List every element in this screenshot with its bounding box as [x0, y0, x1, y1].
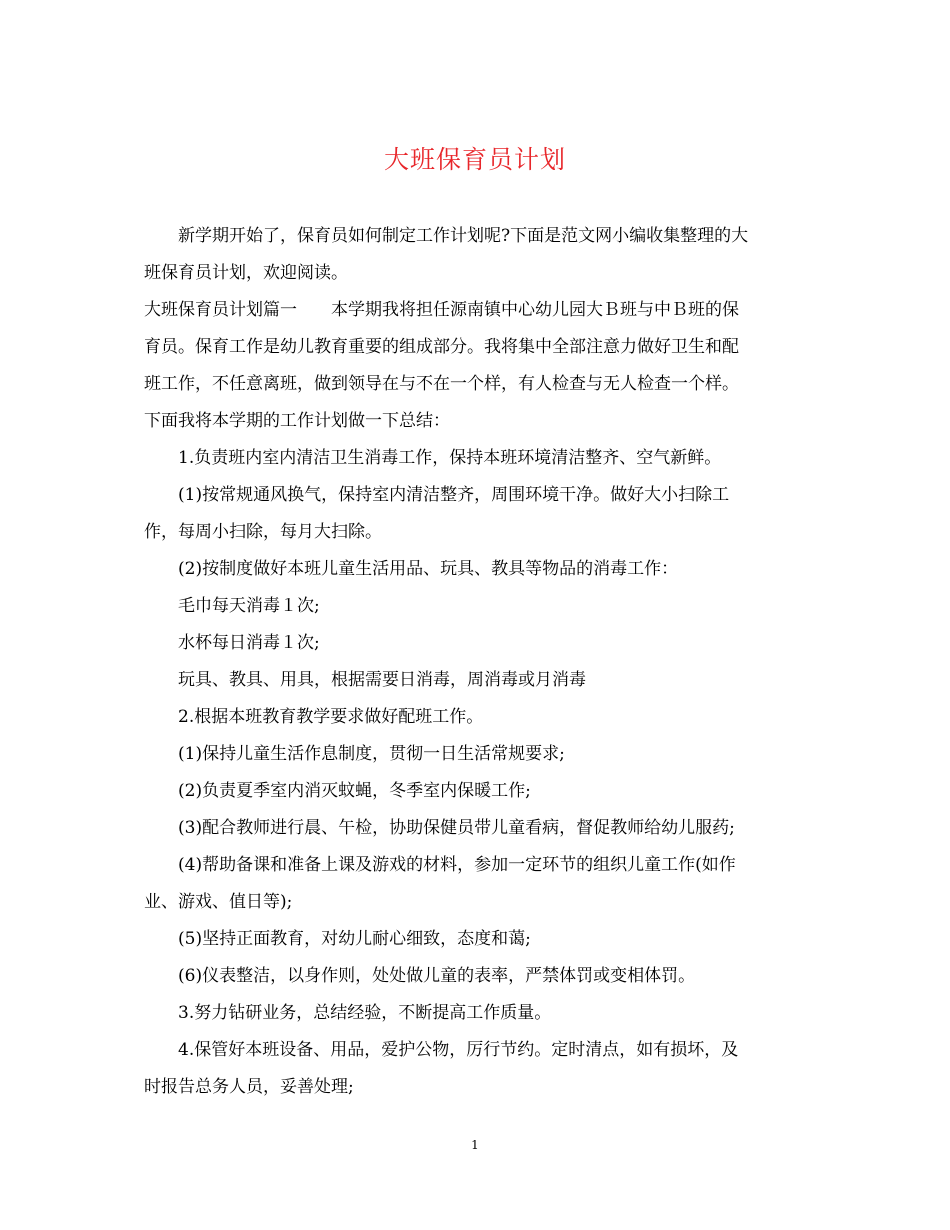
- text-line: 下面我将本学期的工作计划做一下总结：: [144, 411, 450, 431]
- text-line: (1)保持儿童生活作息制度，贯彻一日生活常规要求;: [178, 744, 565, 764]
- text-line: 班工作，不任意离班，做到领导在与不在一个样，有人检查与无人检查一个样。: [144, 374, 739, 394]
- paragraph-item-1-1: [144, 477, 808, 551]
- text-line: 作，每周小扫除，每月大扫除。: [144, 522, 382, 542]
- text-line: (6)仪表整洁，以身作则，处处做儿童的表率，严禁体罚或变相体罚。: [178, 966, 696, 986]
- paragraph-item-1-2: [144, 551, 808, 699]
- text-line: 班保育员计划，欢迎阅读。: [144, 263, 348, 283]
- text-line: 业、游戏、值日等);: [144, 892, 293, 912]
- text-line: 时报告总务人员，妥善处理;: [144, 1077, 354, 1097]
- text-line: (1)按常规通风换气，保持室内清洁整齐，周围环境干净。做好大小扫除工: [178, 485, 730, 505]
- text-line: 育员。保育工作是幼儿教育重要的组成部分。我将集中全部注意力做好卫生和配: [144, 337, 739, 357]
- text-line: 水杯每日消毒１次;: [178, 633, 320, 653]
- text-line: 2.根据本班教育教学要求做好配班工作。: [178, 707, 484, 727]
- paragraph-section-one: [144, 292, 808, 440]
- text-line: (4)帮助备课和准备上课及游戏的材料，参加一定环节的组织儿童工作(如作: [178, 855, 736, 875]
- document-body: [144, 218, 808, 1106]
- text-line: 1.负责班内室内清洁卫生消毒工作，保持本班环境清洁整齐、空气新鲜。: [178, 448, 722, 468]
- text-line: 玩具、教具、用具，根据需要日消毒，周消毒或月消毒: [178, 670, 586, 690]
- paragraph-intro: [144, 218, 808, 292]
- paragraph-item-1: [144, 440, 808, 477]
- text-line: 3.努力钻研业务，总结经验，不断提高工作质量。: [178, 1003, 552, 1023]
- paragraph-item-2: [144, 699, 808, 995]
- paragraph-item-3: [144, 995, 808, 1032]
- document-title: 大班保育员计划: [383, 145, 566, 174]
- text-line: (5)坚持正面教育，对幼儿耐心细致，态度和蔼;: [178, 929, 531, 949]
- text-line: 4.保管好本班设备、用品，爱护公物，厉行节约。定时清点，如有损坏，及: [178, 1040, 739, 1060]
- text-line: 大班保育员计划篇一 本学期我将担任源南镇中心幼儿园大Ｂ班与中Ｂ班的保: [144, 300, 739, 320]
- text-line: (2)负责夏季室内消灭蚊蝇，冬季室内保暖工作;: [178, 781, 531, 801]
- text-line: (2)按制度做好本班儿童生活用品、玩具、教具等物品的消毒工作：: [178, 559, 679, 579]
- text-line: 新学期开始了，保育员如何制定工作计划呢?下面是范文网小编收集整理的大: [178, 226, 749, 246]
- text-line: (3)配合教师进行晨、午检，协助保健员带儿童看病，督促教师给幼儿服药;: [178, 818, 735, 838]
- page-number: 1: [471, 1138, 479, 1152]
- text-line: 毛巾每天消毒１次;: [178, 596, 320, 616]
- paragraph-item-4: [144, 1032, 808, 1106]
